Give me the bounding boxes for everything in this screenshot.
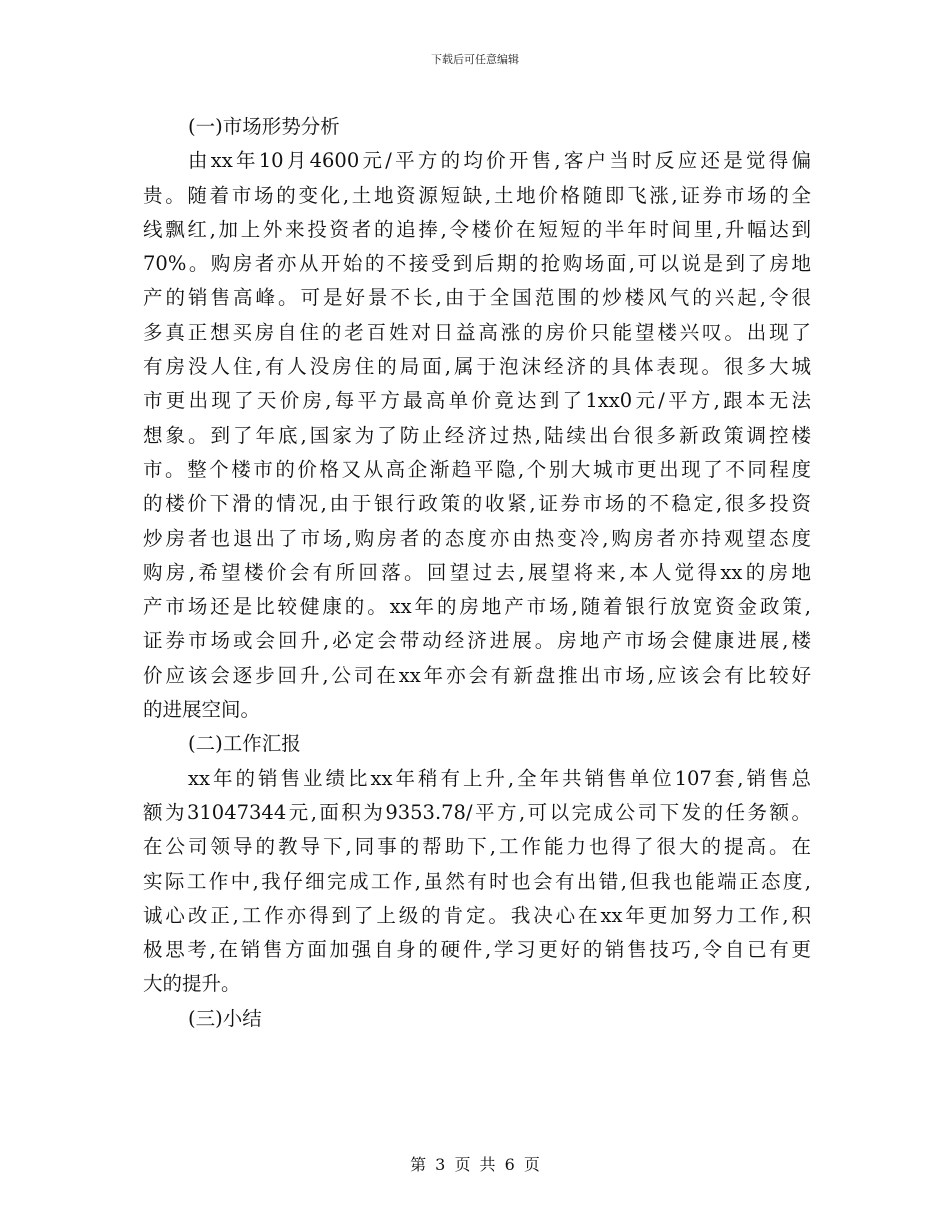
text-line: 想象。到了年底,国家为了防止经济过热,陆续出台很多新政策调控楼 <box>143 423 811 447</box>
document-body <box>143 110 811 1036</box>
text-line: 有房没人住,有人没房住的局面,属于泡沫经济的具体表现。很多大城 <box>143 355 811 379</box>
text-line: 额为31047344元,面积为9353.78/平方,可以完成公司下发的任务额。 <box>143 800 811 824</box>
text-line: 诚心改正,工作亦得到了上级的肯定。我决心在xx年更加努力工作,积 <box>143 903 811 927</box>
section-heading-work-report: (二)工作汇报 <box>188 732 301 756</box>
page-header-note: 下载后可任意编辑 <box>431 53 519 66</box>
text-line: 的楼价下滑的情况,由于银行政策的收紧,证券市场的不稳定,很多投资 <box>143 492 811 516</box>
text-line: 证券市场或会回升,必定会带动经济进展。房地产市场会健康进展,楼 <box>143 629 811 653</box>
text-line: 贵。随着市场的变化,土地资源短缺,土地价格随即飞涨,证券市场的全 <box>143 183 811 207</box>
text-line: 市更出现了天价房,每平方最高单价竟达到了1xx0元/平方,跟本无法 <box>143 389 811 413</box>
text-line: 实际工作中,我仔细完成工作,虽然有时也会有出错,但我也能端正态度, <box>143 869 811 893</box>
text-line: 极思考,在销售方面加强自身的硬件,学习更好的销售技巧,令自已有更 <box>143 938 811 962</box>
page-number: 第 3 页 共 6 页 <box>410 1155 540 1174</box>
paragraph-market-analysis <box>143 144 811 727</box>
text-line: xx年的销售业绩比xx年稍有上升,全年共销售单位107套,销售总 <box>188 766 811 790</box>
text-line: 炒房者也退出了市场,购房者的态度亦由热变冷,购房者亦持观望态度 <box>143 526 811 550</box>
text-line: 价应该会逐步回升,公司在xx年亦会有新盘推出市场,应该会有比较好 <box>143 663 811 687</box>
text-line: 多真正想买房自住的老百姓对日益高涨的房价只能望楼兴叹。出现了 <box>143 320 811 344</box>
paragraph-work-report <box>143 762 811 1002</box>
text-line: 产的销售高峰。可是好景不长,由于全国范围的炒楼风气的兴起,令很 <box>143 286 811 310</box>
text-line: 产市场还是比较健康的。xx年的房地产市场,随着银行放宽资金政策, <box>143 595 811 619</box>
text-line: 购房,希望楼价会有所回落。回望过去,展望将来,本人觉得xx的房地 <box>143 560 811 584</box>
text-line: 70%。购房者亦从开始的不接受到后期的抢购场面,可以说是到了房地 <box>143 252 811 276</box>
text-line: 的进展空间。 <box>143 698 261 722</box>
section-heading-market-analysis: (一)市场形势分析 <box>188 115 340 138</box>
text-line: 由xx年10月4600元/平方的均价开售,客户当时反应还是觉得偏 <box>188 149 811 173</box>
text-line: 在公司领导的教导下,同事的帮助下,工作能力也得了很大的提高。在 <box>143 835 811 859</box>
text-line: 线飘红,加上外来投资者的追捧,令楼价在短短的半年时间里,升幅达到 <box>143 217 811 241</box>
text-line: 市。整个楼市的价格又从高企渐趋平隐,个别大城市更出现了不同程度 <box>143 457 811 481</box>
section-heading-summary: (三)小结 <box>188 1006 262 1030</box>
text-line: 大的提升。 <box>143 972 241 996</box>
